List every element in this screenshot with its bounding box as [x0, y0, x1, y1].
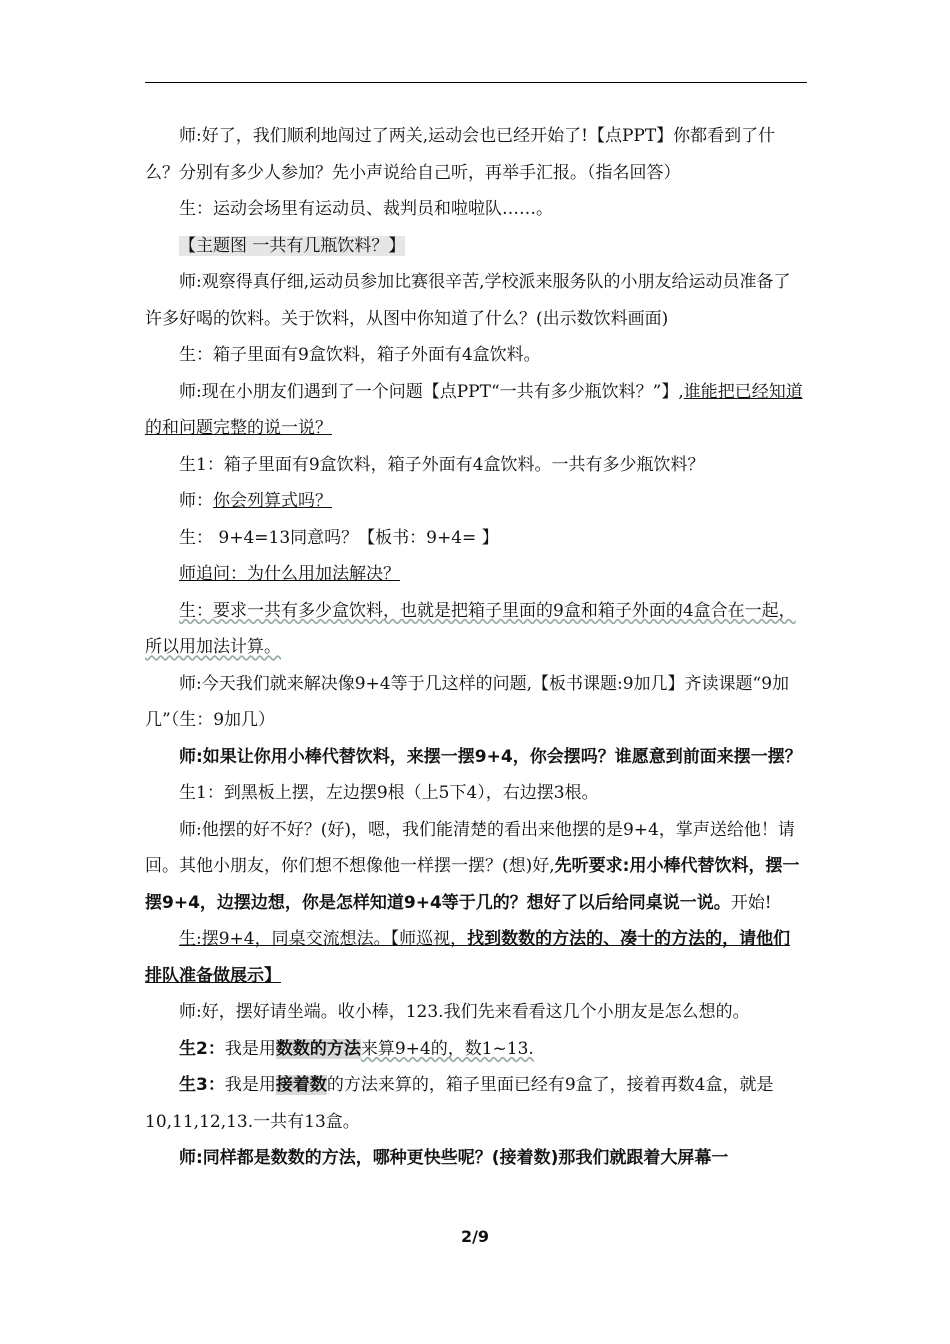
section-heading: [145, 228, 807, 265]
paragraph-teacher-requirement: [145, 812, 807, 922]
paragraph-student-board: 生1：到黑板上摆，左边摆9根（上5下4），右边摆3根。: [179, 783, 599, 803]
text-run: 的方法来算的，箱子里面已经有9盒了，接着再数4盒，就是10,11,12,13.一共有13盒。: [145, 1075, 774, 1132]
underlined-text: 师追问：为什么用加法解决？: [179, 564, 400, 584]
header-rule: [145, 82, 807, 83]
paragraph-teacher-problem: [145, 374, 807, 447]
bold-text: 生3：: [179, 1075, 225, 1095]
paragraph-teacher-followup: [145, 556, 807, 593]
highlighted-text: 接着数: [275, 1075, 327, 1095]
wavy-text: 生：要求一共有多少盒饮料，也就是把箱子里面的9盒和箱子外面的4盒合在一起，: [179, 600, 796, 621]
text-run: 开始!: [730, 892, 772, 913]
wavy-text: 所以用加法计算。: [145, 637, 281, 657]
page-separator: /: [472, 1227, 478, 1246]
wavy-text: 来算9+4的，数1~13.: [360, 1038, 534, 1059]
paragraph-student-1: 生1：箱子里面有9盒饮料，箱子外面有4盒饮料。一共有多少瓶饮料？: [179, 454, 705, 475]
text-run: 师:现在小朋友们遇到了一个问题【点PPT“一共有多少瓶饮料？”】,: [179, 381, 684, 402]
paragraph-teacher-intro: 师:好了，我们顺利地闯过了两关,运动会也已经开始了!【点PPT】你都看到了什么？分别有多少人参加？先小声说给自己听，再举手汇报。（指名回答）: [145, 126, 776, 183]
paragraph-teacher-topic: 师:今天我们就来解决像9+4等于几这样的问题,【板书课题:9加几】齐读课题“9加几”（生：9加几）: [145, 673, 790, 730]
paragraph-teacher-formula: [145, 483, 807, 520]
text-run: 师:他摆的好不好？(好)，嗯，我们能清楚的看出来他摆的是9+4，掌声送给他！请回。其他小朋友，你们想不想像他一样摆一摆？(想)好,: [145, 819, 795, 876]
paragraph-teacher-observe: 师:观察得真仔细,运动员参加比赛很辛苦,学校派来服务队的小朋友给运动员准备了许多好喝的饮料。关于饮料，从图中你知道了什么？(出示数饮料画面): [145, 272, 791, 329]
total-pages: 9: [477, 1227, 490, 1246]
text-run: 师：: [179, 491, 213, 511]
section-heading-text: 【主题图 一共有几瓶饮料？】: [179, 235, 406, 256]
page-number: [0, 1227, 950, 1246]
paragraph-student-discuss: [145, 921, 807, 994]
paragraph-student-2: [145, 1031, 807, 1068]
paragraph-student-3: [145, 1067, 807, 1140]
paragraph-teacher-sticks: 师:如果让你用小棒代替饮料，来摆一摆9+4，你会摆吗？谁愿意到前面来摆一摆？: [179, 746, 802, 767]
highlighted-text: 数数的方法: [275, 1038, 361, 1059]
underlined-text: 生:摆9+4，同桌交流想法。【师巡视，: [179, 929, 468, 949]
bold-text: 先听要求:用小棒代替饮料，摆一摆9+4，边摆边想，你是怎样知道9+4等于几的？想好了以后给同桌说一说。: [145, 856, 800, 913]
document-body: [145, 118, 807, 1177]
paragraph-teacher-compare: 师:同样都是数数的方法，哪种更快些呢？(接着数)那我们就跟着大屏幕一: [179, 1148, 729, 1168]
underlined-text: 你会列算式吗？: [213, 491, 332, 511]
bold-text: 生2：: [179, 1038, 225, 1059]
paragraph-student-answer-2: 生：箱子里面有9盒饮料，箱子外面有4盒饮料。: [179, 345, 541, 365]
text-run: 我是用: [224, 1038, 276, 1059]
paragraph-teacher-sit: 师:好，摆好请坐端。收小棒，123.我们先来看看这几个小朋友是怎么想的。: [179, 1002, 750, 1022]
paragraph-student-reason: [145, 593, 807, 666]
bold-underlined-text: 找到数数的方法的、凑十的方法的，请他们排队准备做展示】: [145, 929, 791, 986]
paragraph-student-answer-1: 生：运动会场里有运动员、裁判员和啦啦队……。: [179, 199, 553, 219]
paragraph-student-formula: 生： 9+4=13同意吗？【板书：9+4= 】: [179, 527, 499, 548]
current-page: 2: [460, 1227, 473, 1246]
underlined-text: 谁能把已经知道的和问题完整的说一说？: [145, 381, 803, 438]
text-run: 我是用: [224, 1075, 276, 1095]
